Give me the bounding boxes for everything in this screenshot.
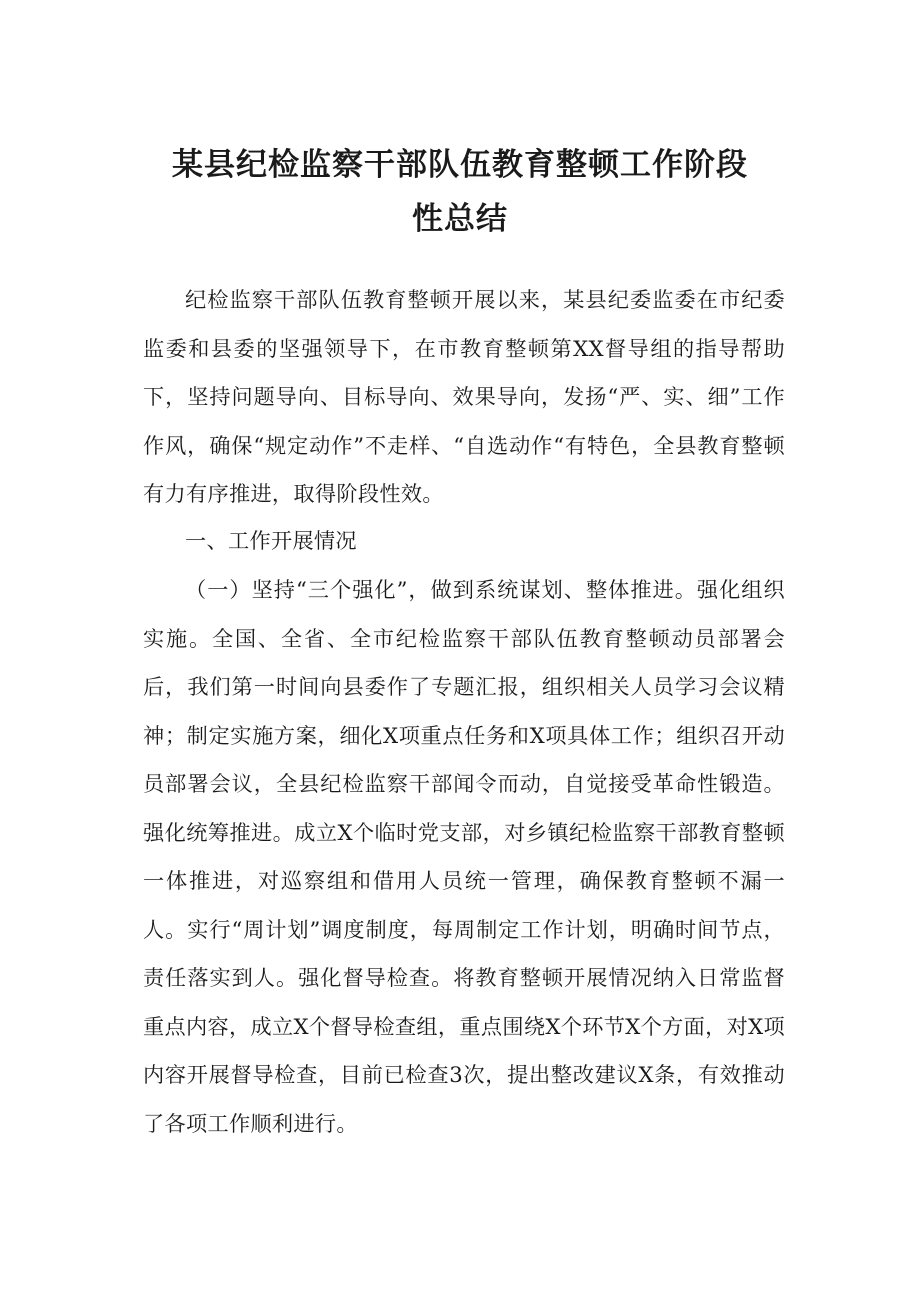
section-heading: 一、工作开展情况 [185, 528, 357, 553]
document-title-line1: 某县纪检监察干部队伍教育整顿工作阶段 [172, 147, 748, 183]
document-title-line2: 性总结 [412, 201, 508, 237]
section-paragraph: （一）坚持“三个强化”，做到系统谋划、整体推进。强化组织实施。全国、全省、全市纪检监察干部队伍教育整顿动员部署会后，我们第一时间向县委作了专题汇报，组织相关人员学习会议精神；制定实施方案，细化X项重点任务和X项具体工作；组织召开动员部署会议，全县纪检监察干部闻令而动，自觉接受革命性锻造。强化统筹推进。成立X个临时党支部，对乡镇纪检监察干部教育整顿一体推进，对巡察组和借用人员统一管理，确保教育整顿不漏一人。实行“周计划”调度制度，每周制定工作计划，明确时间节点，责任落实到人。强化督导检查。将教育整顿开展情况纳入日常监督重点内容，成立X个督导检查组，重点围绕X个环节X个方面，对X项内容开展督导检查，目前已检查3次，提出整改建议X条，有效推动了各项工作顺利进行。 [143, 577, 785, 1136]
intro-paragraph: 纪检监察干部队伍教育整顿开展以来，某县纪委监委在市纪委监委和县委的坚强领导下，在市教育整顿第XX督导组的指导帮助下，坚持问题导向、目标导向、效果导向，发扬“严、实、细”工作作风，确保“规定动作”不走样、“自选动作“有特色，全县教育整顿有力有序推进，取得阶段性效。 [143, 287, 785, 506]
